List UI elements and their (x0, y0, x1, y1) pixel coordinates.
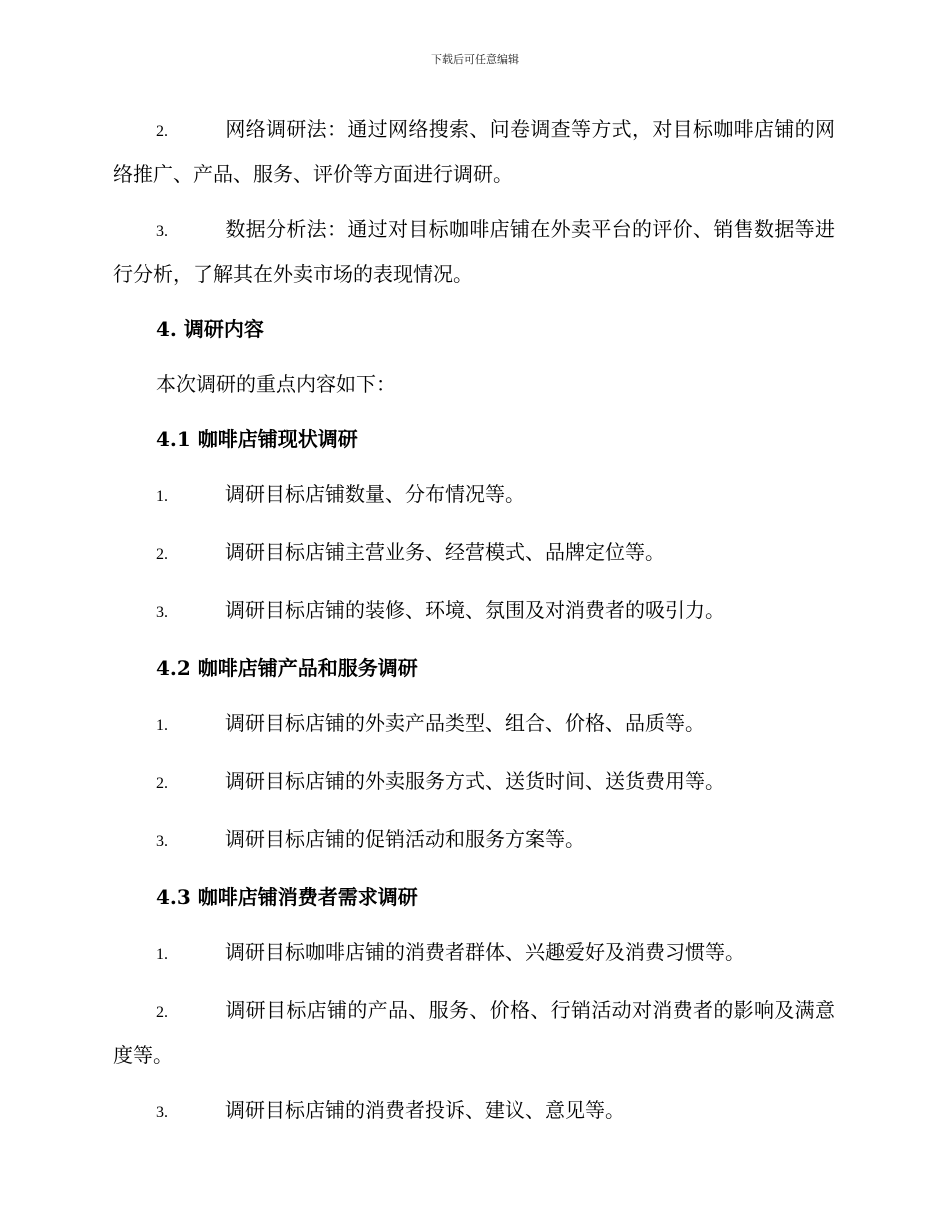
list-item-text: 调研目标店铺主营业务、经营模式、品牌定位等。 (225, 540, 665, 564)
list-item (113, 208, 835, 295)
list-number: 3. (156, 604, 168, 621)
list-item-text: 调研目标店铺的产品、服务、价格、行销活动对消费者的影响及满意度等。 (113, 998, 835, 1067)
list-number: 2. (156, 123, 168, 140)
list-item (113, 108, 835, 195)
list-item-text: 调研目标店铺的外卖产品类型、组合、价格、品质等。 (225, 711, 705, 735)
list-number: 1. (156, 946, 168, 963)
document-body (113, 108, 835, 1147)
list-item (113, 702, 835, 747)
section-heading: 4. 调研内容 (156, 317, 264, 341)
list-number: 3. (156, 1104, 168, 1121)
subsection-heading: 4.3 咖啡店铺消费者需求调研 (156, 885, 418, 909)
list-item-text: 调研目标店铺的促销活动和服务方案等。 (225, 827, 585, 851)
list-number: 1. (156, 488, 168, 505)
list-item (113, 1089, 835, 1134)
subsection-heading: 4.2 咖啡店铺产品和服务调研 (156, 656, 418, 680)
list-item (113, 931, 835, 976)
list-number: 2. (156, 775, 168, 792)
list-item (113, 473, 835, 518)
list-item (113, 989, 835, 1076)
list-number: 2. (156, 1004, 168, 1021)
list-item (113, 818, 835, 863)
list-item (113, 760, 835, 805)
list-item-text: 调研目标店铺的装修、环境、氛围及对消费者的吸引力。 (225, 598, 725, 622)
list-number: 1. (156, 717, 168, 734)
list-item-text: 调研目标店铺的外卖服务方式、送货时间、送货费用等。 (225, 769, 725, 793)
list-item-text: 网络调研法：通过网络搜索、问卷调查等方式，对目标咖啡店铺的网络推广、产品、服务、评价等方面进行调研。 (113, 117, 835, 186)
list-item-text: 调研目标咖啡店铺的消费者群体、兴趣爱好及消费习惯等。 (225, 940, 745, 964)
page-header: 下载后可任意编辑 (431, 53, 519, 66)
list-number: 3. (156, 223, 168, 240)
list-item (113, 531, 835, 576)
paragraph: 本次调研的重点内容如下： (156, 372, 396, 396)
list-item-text: 调研目标店铺数量、分布情况等。 (225, 482, 525, 506)
list-item-text: 调研目标店铺的消费者投诉、建议、意见等。 (225, 1098, 625, 1122)
list-item-text: 数据分析法：通过对目标咖啡店铺在外卖平台的评价、销售数据等进行分析，了解其在外卖市场的表现情况。 (113, 217, 835, 286)
list-number: 3. (156, 833, 168, 850)
list-item (113, 589, 835, 634)
subsection-heading: 4.1 咖啡店铺现状调研 (156, 427, 358, 451)
list-number: 2. (156, 546, 168, 563)
